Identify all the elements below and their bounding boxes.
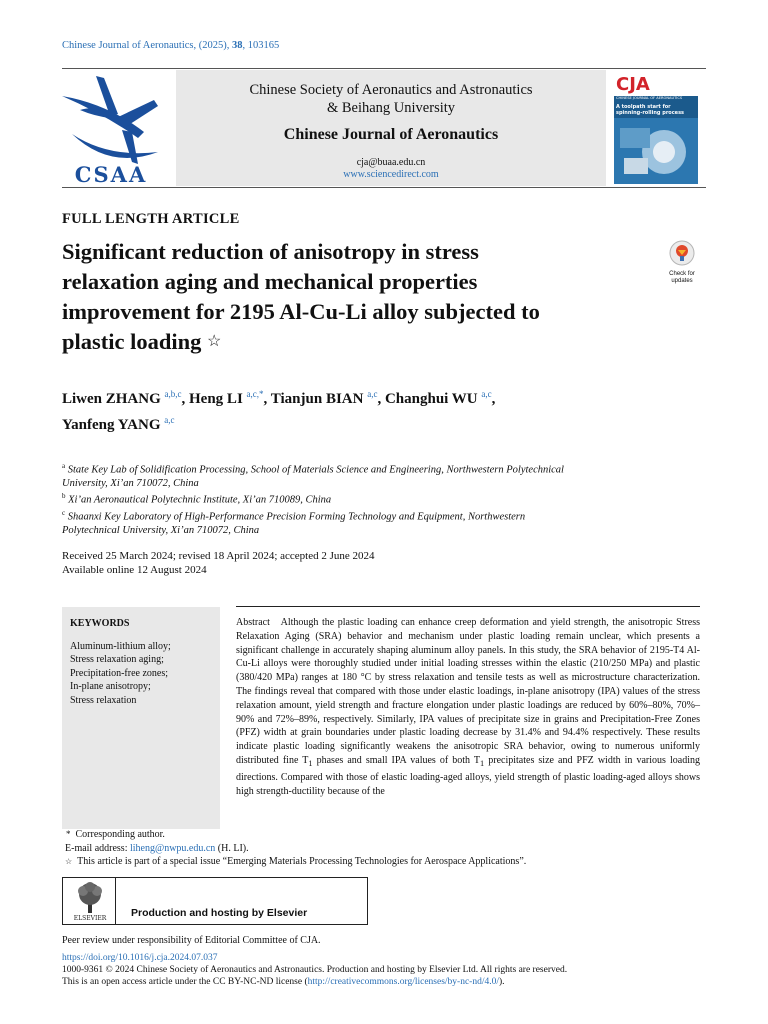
keyword-item: Precipitation-free zones; <box>70 667 169 679</box>
author-affil[interactable]: a,b,c <box>164 389 182 399</box>
keywords-list <box>70 640 171 707</box>
peer-review-note: Peer review under responsibility of Editorial Committee of CJA. <box>62 935 321 946</box>
check-updates-label-1: Check for <box>669 271 695 277</box>
keyword-item: Stress relaxation aging; <box>70 654 164 666</box>
title-line-1: Significant reduction of anisotropy in stress <box>62 239 479 264</box>
email-note: E-mail address: liheng@nwpu.edu.cn (H. LI). <box>65 842 249 854</box>
article-info-footer <box>62 953 722 988</box>
cover-headline: A toolpath start for spinning-rolling process <box>616 104 685 116</box>
citation-article: , 103165 <box>242 40 280 51</box>
society-line-2: & Beihang University <box>326 100 456 116</box>
journal-header <box>176 70 606 186</box>
cover-image-icon <box>614 118 698 184</box>
keyword-item: Aluminum-lithium alloy; <box>70 641 171 652</box>
affiliations <box>62 460 702 537</box>
cover-brand: CJA <box>616 74 650 95</box>
journal-cover <box>614 74 698 184</box>
abstract-text: Abstract Although the plastic loading can enhance creep deformation and yield strength, the anisotropic Stress Relaxation Aging (SRA) behavior and mechanism under plastic loading remain unclear, which presents a significant challenge in accurately shaping aluminum alloy panels. In this study, the SRA behavior of 2195-T4 Al-Cu-Li alloys were thoroughly studied under initial loading stresses within the elastic (210/250 MPa) and plastic (380/420 MPa) ranges at 180 °C by stress relaxation and tensile tests as well as microstructure characterization. The findings reveal that compared with those under elastic loadings, in-plane anisotropy (IPA) values of the stress relaxation amount, yield strength and fracture elongation under plastic loadings are reduced by 60%–80%, 70%–90% and 72%–89%, respectively. Similarly, IPA values of precipitate size in grains and Precipitation-Free Zones (PFZ) width at grain boundaries under plastic loading decrease by 31.4% and 94.4% respectively. These results indicate plastic loading significantly weakens the anisotropic SRA behavior, owing to numerous uniformly distributed fine $T_1$ phases and small IPA values of both $T_1$ precipitates size and PFZ width in various loading directions. Compared with those of elastic loading-aged alloys, yield strength of plastic loading-aged alloys shows high strength-ductility because of the <box>236 617 701 797</box>
elsevier-logo-text: ELSEVIER <box>73 915 107 921</box>
keywords-heading: KEYWORDS <box>70 618 130 629</box>
keyword-item: In-plane anisotropy; <box>70 681 151 693</box>
title-star-mark: ☆ <box>207 333 222 350</box>
author-email-link[interactable]: liheng@nwpu.edu.cn <box>129 842 216 854</box>
journal-website-link[interactable]: www.sciencedirect.com <box>343 169 439 180</box>
production-text: Production and hosting by Elsevier <box>131 907 308 919</box>
author-affil[interactable]: a,c <box>481 389 492 399</box>
affiliation-c: $^c$ Shaanxi Key Laboratory of High-Performance Precision Forming Technology and Equipment, Northwestern Polytechnical University, Xi’an 710072, China <box>62 508 526 536</box>
check-updates-label-2: updates <box>671 278 693 284</box>
logo-text: CSAA <box>74 162 148 186</box>
cover-subtitle: CHINESE JOURNAL OF AERONAUTICS <box>616 96 683 100</box>
citation-volume: 38 <box>232 40 243 51</box>
license-text: This is an open access article under the CC BY-NC-ND license (http://creativecommons.org/licenses/by-nc-nd/4.0/). <box>62 976 505 987</box>
header-bottom-rule <box>62 187 706 188</box>
author-name[interactable]: Tianjun BIAN <box>270 391 364 407</box>
author-name[interactable]: Yanfeng YANG <box>62 417 161 433</box>
citation-journal: Chinese Journal of Aeronautics, (2025), <box>62 40 233 51</box>
header-top-rule <box>62 68 706 69</box>
title-line-2: relaxation aging and mechanical properties <box>62 269 478 294</box>
received-dates: Received 25 March 2024; revised 18 April 2024; accepted 2 June 2024 <box>62 550 375 562</box>
abstract-top-rule <box>236 606 700 607</box>
journal-citation[interactable] <box>62 40 279 51</box>
csaa-logo-icon <box>58 74 164 186</box>
footnotes <box>62 829 706 869</box>
author-name[interactable]: Heng LI <box>189 391 243 407</box>
keyword-item: Stress relaxation <box>70 694 137 706</box>
abstract-label: Abstract <box>236 617 270 628</box>
article-dates <box>62 549 375 577</box>
check-updates-icon <box>669 240 695 266</box>
article-title <box>62 237 632 357</box>
author-affil[interactable]: a,c <box>367 389 378 399</box>
elsevier-logo-icon <box>71 881 109 921</box>
title-line-4: plastic loading <box>62 329 202 354</box>
special-issue-note: ☆ This article is part of a special issue “Emerging Materials Processing Technologies for Aerospace Applications”. <box>65 856 527 867</box>
publisher-divider <box>115 878 116 924</box>
society-line-1: Chinese Society of Aeronautics and Astronautics <box>249 82 533 98</box>
online-date: Available online 12 August 2024 <box>62 564 207 576</box>
author-name[interactable]: Liwen ZHANG <box>62 391 161 407</box>
check-for-updates-button[interactable] <box>664 240 700 284</box>
author-name[interactable]: Changhui WU <box>384 391 478 407</box>
corresponding-note: * Corresponding author. <box>66 829 165 840</box>
article-type: FULL LENGTH ARTICLE <box>62 211 240 227</box>
affiliation-b: $^b$ Xi’an Aeronautical Polytechnic Institute, Xi’an 710089, China <box>62 492 332 506</box>
doi-link[interactable]: https://doi.org/10.1016/j.cja.2024.07.037 <box>62 953 218 963</box>
journal-email: cja@buaa.edu.cn <box>356 157 426 168</box>
publisher-box <box>62 877 368 925</box>
copyright-text: 1000-9361 © 2024 Chinese Society of Aeronautics and Astronautics. Production and hosting by Elsevier Ltd. All rights are reserved. <box>62 964 568 975</box>
license-link[interactable]: http://creativecommons.org/licenses/by-nc-nd/4.0/ <box>307 976 499 987</box>
author-affil[interactable]: a,c,* <box>246 389 264 399</box>
affiliation-a: $^a$ State Key Lab of Solidification Processing, School of Materials Science and Engineering, Northwestern Polytechnical University, Xi’an 710072, China <box>62 462 564 489</box>
author-list: Liwen ZHANG $^{a,b,c}$, Heng LI $^{a,c,*}$, Tianjun BIAN $^{a,c}$, Changhui WU $^{a,c}$, Yanfeng YANG $^{a,c}$ <box>62 389 496 433</box>
title-line-3: improvement for 2195 Al-Cu-Li alloy subjected to <box>62 299 540 324</box>
keywords-box <box>62 607 220 829</box>
author-affil[interactable]: a,c <box>164 415 175 425</box>
journal-name: Chinese Journal of Aeronautics <box>283 126 499 143</box>
